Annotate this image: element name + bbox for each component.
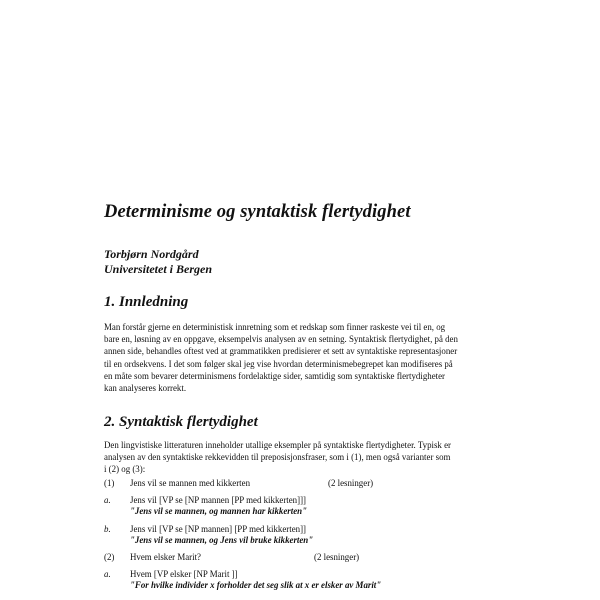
- example-number: (1): [104, 478, 115, 488]
- example-label: b.: [104, 524, 111, 534]
- example-gloss: "For hvilke individer x forholder det seg slik at x er elsker av Marit": [130, 580, 382, 590]
- paragraph-line: annen side, behandles oftest ved at grammatikken predisierer et sett av syntaktiske representasjoner: [104, 346, 458, 357]
- paragraph-line: i (2) og (3):: [104, 464, 146, 475]
- example-structure: Hvem [VP elsker [NP Marit ]]: [130, 569, 238, 579]
- example-structure: Jens vil [VP se [NP mannen [PP med kikkerten]]]: [130, 495, 306, 505]
- paragraph-line: Den lingvistiske litteraturen inneholder utallige eksempler på syntaktiske flertydigheter. Typisk er: [104, 440, 451, 450]
- example-structure: Jens vil [VP se [NP mannen] [PP med kikkerten]]: [130, 524, 306, 534]
- author-block: [104, 247, 212, 277]
- paragraph-line: til en ordsekvens. I det som følger skal jeg vise hvordan determinismebegrepet kan modifiseres på: [104, 358, 453, 369]
- example-gloss: "Jens vil se mannen, og mannen har kikkerten": [130, 506, 308, 516]
- paragraph-line: kan analyseres korrekt.: [104, 383, 187, 394]
- example-number: (2): [104, 552, 115, 562]
- section-heading-2: 2. Syntaktisk flertydighet: [104, 414, 258, 430]
- paragraph-line: en måte som bevarer determinismens fordelaktige sider, samtidig som syntaktiske flertydigheter: [104, 370, 445, 381]
- section-2-paragraph: [104, 439, 499, 476]
- author-name: Torbjørn Nordgård: [104, 247, 199, 261]
- section-heading-1: 1. Innledning: [104, 294, 189, 310]
- example-label: a.: [104, 495, 111, 505]
- paragraph-line: Man forstår gjerne en deterministisk innretning som et redskap som finner raskeste vei til en, og: [104, 322, 446, 332]
- author-affiliation: Universitetet i Bergen: [104, 262, 212, 276]
- reading-count: (2 lesninger): [314, 552, 360, 562]
- paragraph-line: bare en, løsning av en oppgave, eksempelvis analysen av en setning. Syntaktisk flertydighet, på den: [104, 334, 458, 345]
- paper-title: Determinisme og syntaktisk flertydighet: [104, 202, 411, 222]
- example-label: a.: [104, 569, 111, 579]
- example-sentence: Jens vil se mannen med kikkerten: [130, 478, 251, 488]
- example-gloss: "Jens vil se mannen, og Jens vil bruke kikkerten": [130, 535, 314, 545]
- reading-count: (2 lesninger): [328, 478, 374, 488]
- example-sentence: Hvem elsker Marit?: [130, 552, 201, 562]
- section-1-paragraph: [104, 321, 499, 394]
- paragraph-line: analysen av den syntaktiske rekkevidden til preposisjonsfraser, som i (1), men også varianter som: [104, 452, 451, 463]
